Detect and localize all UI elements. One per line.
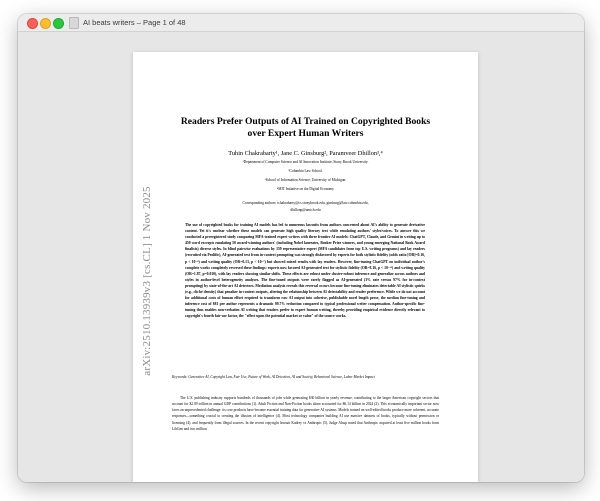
pdf-page bbox=[133, 52, 478, 482]
pdf-viewer-window bbox=[18, 14, 584, 482]
affiliation-3: ³School of Information Science, University of Michigan. bbox=[264, 178, 347, 182]
abstract: The use of copyrighted books for training AI models has led to numerous lawsuits from authors concerned about AI's ability to generate derivative content. Yet it's unclear whether these models can generate high quality literary text while emulating authors' styles/voices. To answer this we conducted a preregistered study comparing MFA-trained expert writers with three frontier AI models: ChatGPT, Claude, and Gemini in writing up to 450 word excerpts emulating 50 award-winning authors' (including Nobel laureates, Booker Prize winners, and young emerging National Book Award finalists) diverse styles. In blind pairwise evaluations by 159 representative expert (MFA candidates from top U.S. writing programs) and lay readers (recruited via Prolific), AI-generated text from in-context prompting was strongly disfavored by experts for both stylistic fidelity (odds ratio [OR]=0.16, p < 10⁻⁸) and writing quality (OR=0.13, p < 10⁻⁷) but showed mixed results with lay readers. However, fine-tuning ChatGPT on individual author's complete works completely reversed these findings: experts now favored AI-generated text for stylistic fidelity (OR=8.16, p < 10⁻¹³) and writing quality (OR=1.87, p=0.010), with lay readers showing similar shifts. These effects are robust under cluster-robust inference and generalize across authors and styles in author-level heterogeneity analyses. The fine-tuned outputs were rarely flagged as AI-generated (3% rate versus 97% for in-context prompting) by state-of-the-art AI detectors. Mediation analysis reveals this reversal occurs because fine-tuning eliminates detectable AI stylistic quirks (e.g., cliché density) that penalize in-context outputs, altering the relationship between AI detectability and reader preference. While we do not account for additional costs of human effort required to transform raw AI output into cohesive, publishable novel length prose, the median fine-tuning and inference cost of $81 per author represents a dramatic 99.7% reduction compared to typical professional writer compensation. Author-specific fine-tuning thus enables non-verbatim AI writing that readers prefer to expert human writing, thereby providing empirical evidence directly relevant to copyright's fourth fair-use factor, the "effect upon the potential market or value" of the source works. bbox=[185, 223, 425, 319]
title-bar[interactable] bbox=[18, 14, 584, 32]
document-icon bbox=[69, 17, 79, 29]
corresponding-authors-continued: dhillonp@umich.edu bbox=[290, 208, 321, 212]
affiliation-2: ²Columbia Law School. bbox=[288, 169, 323, 173]
affiliation-1: ¹Department of Computer Science and AI Innovation Institute, Stony Brook University. bbox=[242, 160, 369, 164]
paper-authors: Tuhin Chakrabarty¹, Jane C. Ginsburg², Paramveer Dhillon³,⁴ bbox=[228, 150, 383, 157]
affiliation-4: ⁴MIT Initiative on the Digital Economy bbox=[277, 187, 334, 191]
introduction-paragraph: The U.S. publishing industry supports hundreds of thousands of jobs while generating $30 billion in yearly revenue, contributing to the larger American copyright sectors that account for $2.09 trillion in annual GDP contributions (1). Adult Fiction and Non-Fiction books alone accounted for $6.14 billion in 2024 (2). This economically important sector now faces an unprecedented challenge: its core products have become essential training data for generative-AI systems. Models trained on well-edited books produce more coherent, accurate responses—something crucial to creating the illusion of intelligence (4). Most technology companies building AI use massive datasets of books, typically without permission or licensing (4), and frequently from illegal sources. In the recent copyright lawsuit Kadrey vs Anthropic (5), Judge Alsup noted that Anthropic acquired at least five million books from LibGen and two million bbox=[172, 396, 439, 431]
minimize-window-button[interactable] bbox=[40, 18, 51, 29]
document-viewport[interactable] bbox=[18, 32, 584, 482]
zoom-window-button[interactable] bbox=[53, 18, 64, 29]
close-window-button[interactable] bbox=[27, 18, 38, 29]
arxiv-identifier: arXiv:2510.13939v3 [cs.CL] 1 Nov 2025 bbox=[141, 186, 153, 376]
window-title: AI beats writers – Page 1 of 48 bbox=[83, 18, 186, 27]
corresponding-authors: Corresponding authors: tchakrabarty@cs.stonybrook.edu, ginsburg@law.columbia.edu, bbox=[242, 201, 369, 205]
keywords: Keywords: Generative AI, Copyright Law, Fair Use, Future of Work, AI Detection, AI and Society, Behavioral Science, Labor Market Impact bbox=[172, 375, 375, 379]
paper-title: Readers Prefer Outputs of AI Trained on Copyrighted Books over Expert Human Writers bbox=[180, 116, 431, 139]
